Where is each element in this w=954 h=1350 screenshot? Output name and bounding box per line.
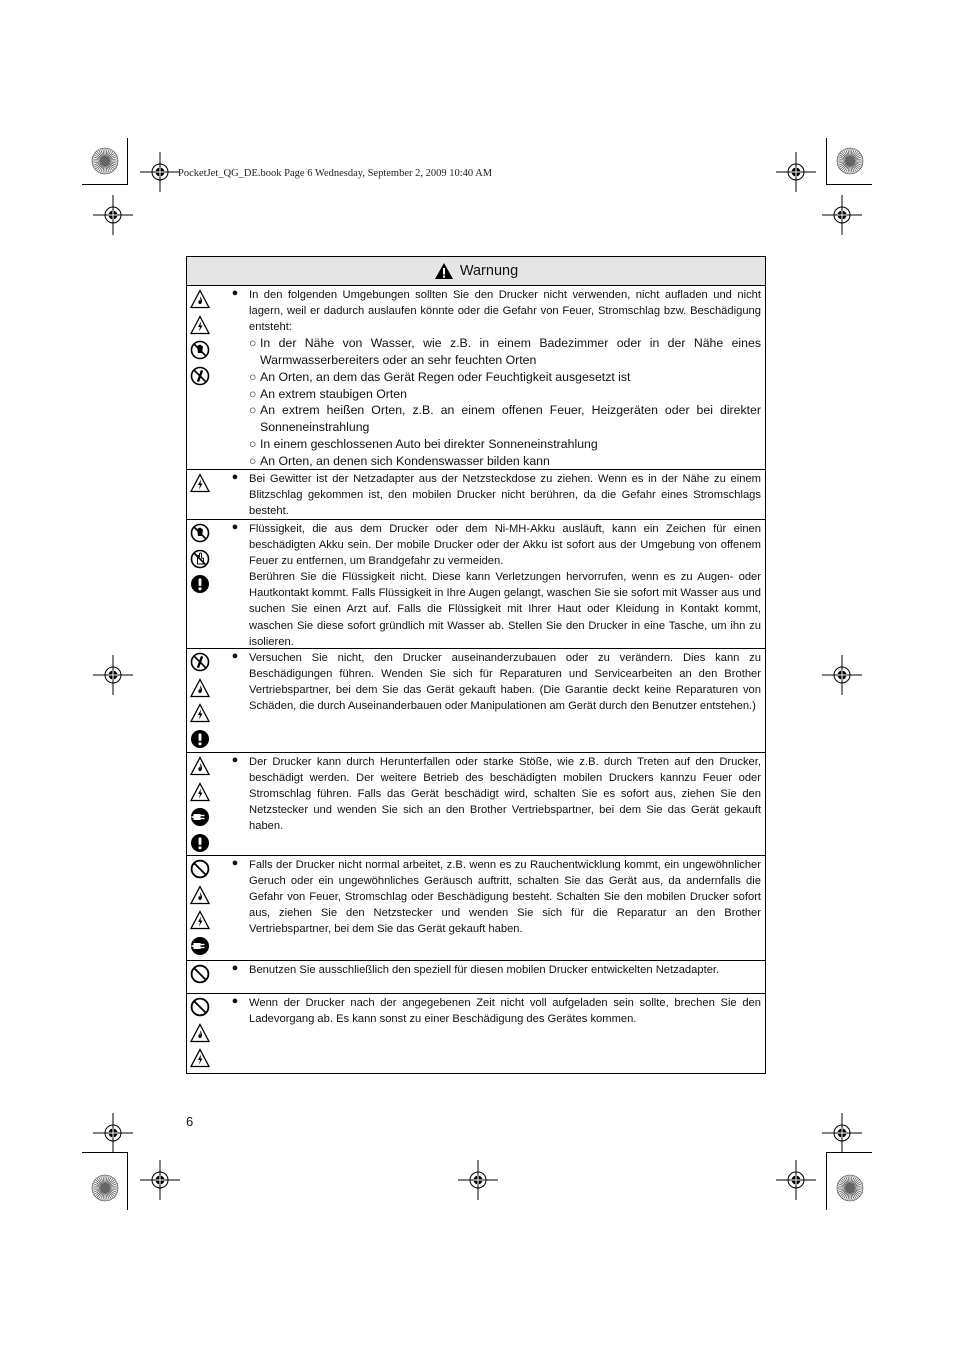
paragraph: Berühren Sie die Flüssigkeit nicht. Diese kann Verletzungen hervorrufen, wenn es zu Augen- oder Hautkontakt kommt. Falls Flüssigkeit in Ihre Augen gelangt, waschen Sie sie sofort mit Wasser aus und suchen Sie einen Arzt auf. Falls die Flüssigkeit mit Ihrer Haut oder Kleidung in Kontakt kommt, waschen Sie diese sofort gründlich mit Wasser ab. Stellen Sie den Drucker in eine Tasche, um ihn zu isolieren. (249, 571, 761, 648)
registration-mark-icon (458, 1160, 498, 1200)
row-text (249, 856, 765, 960)
mandatory-action-icon (190, 833, 210, 853)
table-row (187, 520, 765, 649)
no-wet-hands-icon (190, 340, 210, 360)
registration-mark-icon (776, 152, 816, 192)
bullet: ● (231, 287, 239, 299)
color-rosette-icon (91, 1174, 119, 1202)
paragraph: Der Drucker kann durch Herunterfallen oder starke Stöße, wie z.B. durch Treten auf den Drucker, beschädigt werden. Der weitere Betrieb des beschädigten mobilen Druckers kannzu Feuer oder Stromschlag führen. Falls das Gerät beschädigt wird, schalten Sie es sofort aus, ziehen Sie den Netzstecker und wenden Sie sich an den Brother Vertriebspartner, bei dem Sie das Gerät gekauft haben. (249, 756, 761, 833)
bullet: ● (231, 471, 239, 483)
registration-mark-icon (93, 195, 133, 235)
row-icons (187, 470, 221, 519)
row-text (249, 286, 765, 469)
crop-mark (82, 184, 128, 185)
bullet: ● (231, 857, 239, 869)
paragraph: Bei Gewitter ist der Netzadapter aus der Netzsteckdose zu ziehen. Wenn es in der Nähe zu einem Blitzschlag gekommen ist, den mobilen Drucker nicht berühren, da die Gefahr eines Stromschlags besteht. (249, 473, 761, 518)
mandatory-action-icon (190, 729, 210, 749)
warning-triangle-icon (434, 262, 454, 280)
row-icons (187, 649, 221, 752)
shock-warning-icon (190, 473, 210, 493)
sub-item-text: An extrem heißen Orten, z.B. an einem offenen Feuer, Heizgeräten oder bei direkter Sonneneinstrahlung (260, 403, 761, 435)
crop-mark (826, 184, 872, 185)
sub-item-text: An extrem staubigen Orten (260, 386, 407, 401)
bullet: ● (231, 962, 239, 974)
registration-mark-icon (822, 195, 862, 235)
paragraph: Wenn der Drucker nach der angegebenen Zeit nicht voll aufgeladen sein sollte, brechen Sie den Ladevorgang ab. Es kann sonst zu einer Beschädigung des Gerätes kommen. (249, 997, 761, 1026)
row-icons (187, 753, 221, 855)
paragraph: In den folgenden Umgebungen sollten Sie den Drucker nicht verwenden, nicht aufladen und nicht lagern, weil er dadurch auslaufen könnte oder die Gefahr von Feuer, Stromschlag bzw. Beschädigung entsteht: (249, 289, 761, 334)
row-icons (187, 286, 221, 469)
bullet: ● (231, 521, 239, 533)
table-row (187, 286, 765, 470)
paragraph: Flüssigkeit, die aus dem Drucker oder dem Ni-MH-Akku ausläuft, kann ein Zeichen für einen beschädigten Akku sein. Der mobile Drucker oder der Akku ist sofort aus der Umgebung von offenem Feuer zu entfernen, um Brandgefahr zu vermeiden. (249, 523, 761, 568)
unplug-icon (190, 807, 210, 827)
row-text (249, 753, 765, 855)
registration-mark-icon (822, 1113, 862, 1153)
sub-item-text: In der Nähe von Wasser, wie z.B. in einem Badezimmer oder in der Nähe eines Warmwasserbereiters oder an sehr feuchten Orten (260, 336, 761, 368)
color-rosette-icon (91, 147, 119, 175)
row-text (249, 961, 765, 993)
no-wet-hands-icon (190, 523, 210, 543)
row-icons (187, 856, 221, 960)
bullet: ● (231, 650, 239, 662)
bullet: ● (231, 995, 239, 1007)
row-text (249, 520, 765, 648)
crop-mark (127, 138, 128, 184)
color-rosette-icon (836, 147, 864, 175)
fire-warning-icon (190, 1023, 210, 1043)
table-row (187, 753, 765, 856)
sub-item-text: An Orten, an dem das Gerät Regen oder Feuchtigkeit ausgesetzt ist (260, 369, 631, 384)
paragraph: Versuchen Sie nicht, den Drucker auseinanderzubauen oder zu verändern. Dies kann zu Beschädigungen führen. Wenden Sie sich für Reparaturen und Servicearbeiten an den Brother Vertriebspartner, bei dem Sie das Gerät gekauft haben. (Die Garantie deckt keine Reparaturen von Schäden, die durch Auseinanderbauen oder Manipulationen am Gerät durch den Benutzer entstehen.) (249, 652, 761, 713)
unplug-icon (190, 936, 210, 956)
table-title: Warnung (459, 263, 519, 279)
registration-mark-icon (822, 655, 862, 695)
crop-mark (826, 1152, 872, 1153)
paragraph: Benutzen Sie ausschließlich den speziell für diesen mobilen Drucker entwickelten Netzadapter. (249, 964, 720, 976)
warning-rows (187, 286, 765, 1073)
table-row (187, 856, 765, 961)
table-row (187, 470, 765, 520)
prohibited-icon (190, 964, 210, 984)
row-icons (187, 520, 221, 648)
sub-item: ○ In der Nähe von Wasser, wie z.B. in einem Badezimmer oder in der Nähe eines Warmwasserbereiters oder an sehr feuchten Orten (249, 336, 761, 368)
fire-warning-icon (190, 756, 210, 776)
sub-item: ○ An extrem staubigen Orten (249, 386, 407, 401)
crop-mark (826, 138, 827, 184)
registration-mark-icon (776, 1160, 816, 1200)
registration-mark-icon (93, 1113, 133, 1153)
registration-mark-icon (140, 152, 180, 192)
table-header (187, 257, 765, 286)
row-icons (187, 961, 221, 993)
warning-table (186, 256, 766, 1074)
prohibited-icon (190, 859, 210, 879)
row-icons (187, 994, 221, 1073)
crop-mark (82, 1152, 128, 1153)
prohibited-icon (190, 997, 210, 1017)
crop-mark (127, 1152, 128, 1210)
shock-warning-icon (190, 1048, 210, 1068)
color-rosette-icon (836, 1174, 864, 1202)
registration-mark-icon (140, 1160, 180, 1200)
no-disassembly-icon (190, 366, 210, 386)
no-touch-icon (190, 549, 210, 569)
table-row (187, 994, 765, 1073)
row-text (249, 470, 765, 519)
shock-warning-icon (190, 315, 210, 335)
sub-item: ○ In einem geschlossenen Auto bei direkter Sonneneinstrahlung (249, 437, 598, 452)
page-number: 6 (186, 1114, 194, 1129)
no-disassembly-icon (190, 652, 210, 672)
sub-item: ○ An Orten, an denen sich Kondenswasser bilden kann (249, 453, 550, 468)
row-text (249, 994, 765, 1073)
fire-warning-icon (190, 678, 210, 698)
registration-mark-icon (93, 655, 133, 695)
mandatory-action-icon (190, 574, 210, 594)
sub-item: ○ An Orten, an dem das Gerät Regen oder Feuchtigkeit ausgesetzt ist (249, 369, 631, 384)
fire-warning-icon (190, 885, 210, 905)
sub-item-text: In einem geschlossenen Auto bei direkter Sonneneinstrahlung (260, 437, 598, 452)
sub-item-text: An Orten, an denen sich Kondenswasser bilden kann (260, 453, 550, 468)
fire-warning-icon (190, 289, 210, 309)
table-row (187, 649, 765, 753)
shock-warning-icon (190, 910, 210, 930)
sub-item: ○ An extrem heißen Orten, z.B. an einem offenen Feuer, Heizgeräten oder bei direkter Sonneneinstrahlung (249, 403, 761, 435)
table-row (187, 961, 765, 994)
bullet: ● (231, 754, 239, 766)
shock-warning-icon (190, 782, 210, 802)
paragraph: Falls der Drucker nicht normal arbeitet, z.B. wenn es zu Rauchentwicklung kommt, ein ungewöhnlicher Geruch oder ein ungewöhnliches Geräusch auftritt, schalten Sie das Gerät aus, da andernfalls die Gefahr von Feuer, Stromschlag oder Beschädigung besteht. Schalten Sie den mobilen Drucker sofort aus, ziehen Sie den Netzstecker und wenden Sie sich für die Reparatur an den Brother Vertriebspartner, bei dem Sie das Gerät gekauft haben. (249, 859, 761, 936)
crop-mark (826, 1152, 827, 1210)
print-header: PocketJet_QG_DE.book Page 6 Wednesday, September 2, 2009 10:40 AM (178, 168, 493, 179)
shock-warning-icon (190, 703, 210, 723)
row-text (249, 649, 765, 752)
